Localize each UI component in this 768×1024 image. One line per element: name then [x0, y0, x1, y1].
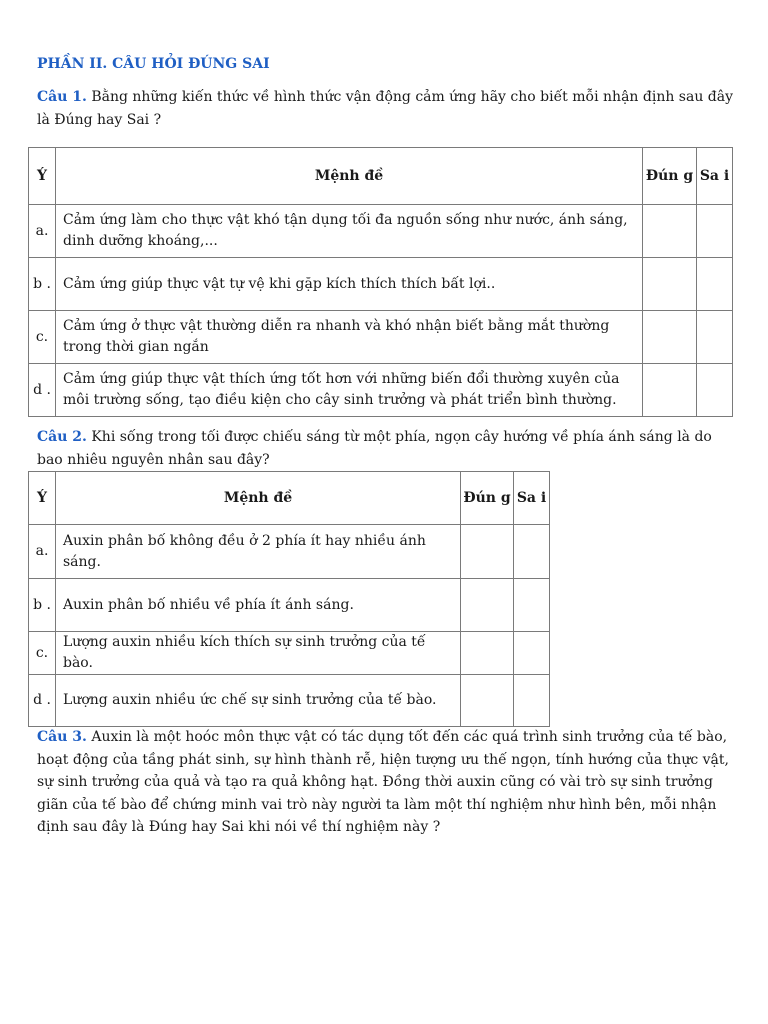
false-answer-cell[interactable] [514, 525, 550, 579]
row-statement: Lượng auxin nhiều kích thích sự sinh trưởng của tế bào. [56, 632, 461, 675]
true-answer-cell[interactable] [461, 632, 514, 675]
table-row [29, 632, 550, 675]
header-false: Sa i [514, 472, 550, 525]
table-row [29, 675, 550, 727]
row-statement: Cảm ứng làm cho thực vật khó tận dụng tối đa nguồn sống như nước, ánh sáng, dinh dưỡng khoáng,... [56, 205, 643, 258]
header-y: Ý [29, 472, 56, 525]
true-answer-cell[interactable] [461, 675, 514, 727]
true-answer-cell[interactable] [461, 579, 514, 632]
table-row [29, 205, 733, 258]
question-1-table [28, 147, 733, 417]
section-title: PHẦN II. CÂU HỎI ĐÚNG SAI [37, 56, 270, 72]
header-false: Sa i [697, 148, 733, 205]
table-row [29, 364, 733, 417]
question-1-text: Bằng những kiến thức về hình thức vận động cảm ứng hãy cho biết mỗi nhận định sau đây là Đúng hay Sai ? [37, 89, 734, 128]
true-answer-cell[interactable] [461, 525, 514, 579]
table-header-row [29, 472, 550, 525]
question-1 [37, 86, 743, 132]
true-answer-cell[interactable] [643, 311, 697, 364]
row-letter: b . [29, 258, 56, 311]
false-answer-cell[interactable] [697, 311, 733, 364]
header-statement: Mệnh đề [56, 148, 643, 205]
true-answer-cell[interactable] [643, 364, 697, 417]
question-3-label: Câu 3. [37, 729, 87, 745]
row-statement: Cảm ứng ở thực vật thường diễn ra nhanh và khó nhận biết bằng mắt thường trong thời gian ngắn [56, 311, 643, 364]
false-answer-cell[interactable] [514, 632, 550, 675]
question-2 [37, 426, 737, 472]
true-answer-cell[interactable] [643, 258, 697, 311]
header-statement: Mệnh đề [56, 472, 461, 525]
row-statement: Lượng auxin nhiều ức chế sự sinh trưởng của tế bào. [56, 675, 461, 727]
row-letter: d . [29, 364, 56, 417]
false-answer-cell[interactable] [514, 579, 550, 632]
table-row [29, 579, 550, 632]
row-letter: d . [29, 675, 56, 727]
true-answer-cell[interactable] [643, 205, 697, 258]
row-letter: b . [29, 579, 56, 632]
row-statement: Cảm ứng giúp thực vật thích ứng tốt hơn với những biến đổi thường xuyên của môi trường sống, tạo điều kiện cho cây sinh trưởng và phát triển bình thường. [56, 364, 643, 417]
false-answer-cell[interactable] [514, 675, 550, 727]
row-letter: a. [29, 525, 56, 579]
question-2-table [28, 471, 550, 727]
table-row [29, 525, 550, 579]
question-2-text: Khi sống trong tối được chiếu sáng từ một phía, ngọn cây hướng về phía ánh sáng là do bao nhiêu nguyên nhân sau đây? [37, 429, 712, 468]
header-true: Đún g [461, 472, 514, 525]
false-answer-cell[interactable] [697, 364, 733, 417]
false-answer-cell[interactable] [697, 205, 733, 258]
table-row [29, 258, 733, 311]
row-statement: Auxin phân bố nhiều về phía ít ánh sáng. [56, 579, 461, 632]
question-1-label: Câu 1. [37, 89, 87, 105]
table-row [29, 311, 733, 364]
row-letter: c. [29, 632, 56, 675]
row-statement: Cảm ứng giúp thực vật tự vệ khi gặp kích thích thích bất lợi.. [56, 258, 643, 311]
header-true: Đún g [643, 148, 697, 205]
false-answer-cell[interactable] [697, 258, 733, 311]
row-letter: c. [29, 311, 56, 364]
table-header-row [29, 148, 733, 205]
row-letter: a. [29, 205, 56, 258]
question-3-text: Auxin là một hoóc môn thực vật có tác dụng tốt đến các quá trình sinh trưởng của tế bào, hoạt động của tầng phát sinh, sự hình thành rễ, hiện tượng ưu thế ngọn, tính hướng của thực vật, sự sinh trưởng của quả và tạo ra quả không hạt. Đồng thời auxin cũng có vài trò sự sinh trưởng giãn của tế bào để chứng minh vai trò này người ta làm một thí nghiệm như hình bên, mỗi nhận định sau đây là Đúng hay Sai khi nói về thí nghiệm này ? [37, 729, 729, 835]
question-3 [37, 726, 743, 839]
header-y: Ý [29, 148, 56, 205]
row-statement: Auxin phân bố không đều ở 2 phía ít hay nhiều ánh sáng. [56, 525, 461, 579]
question-2-label: Câu 2. [37, 429, 87, 445]
